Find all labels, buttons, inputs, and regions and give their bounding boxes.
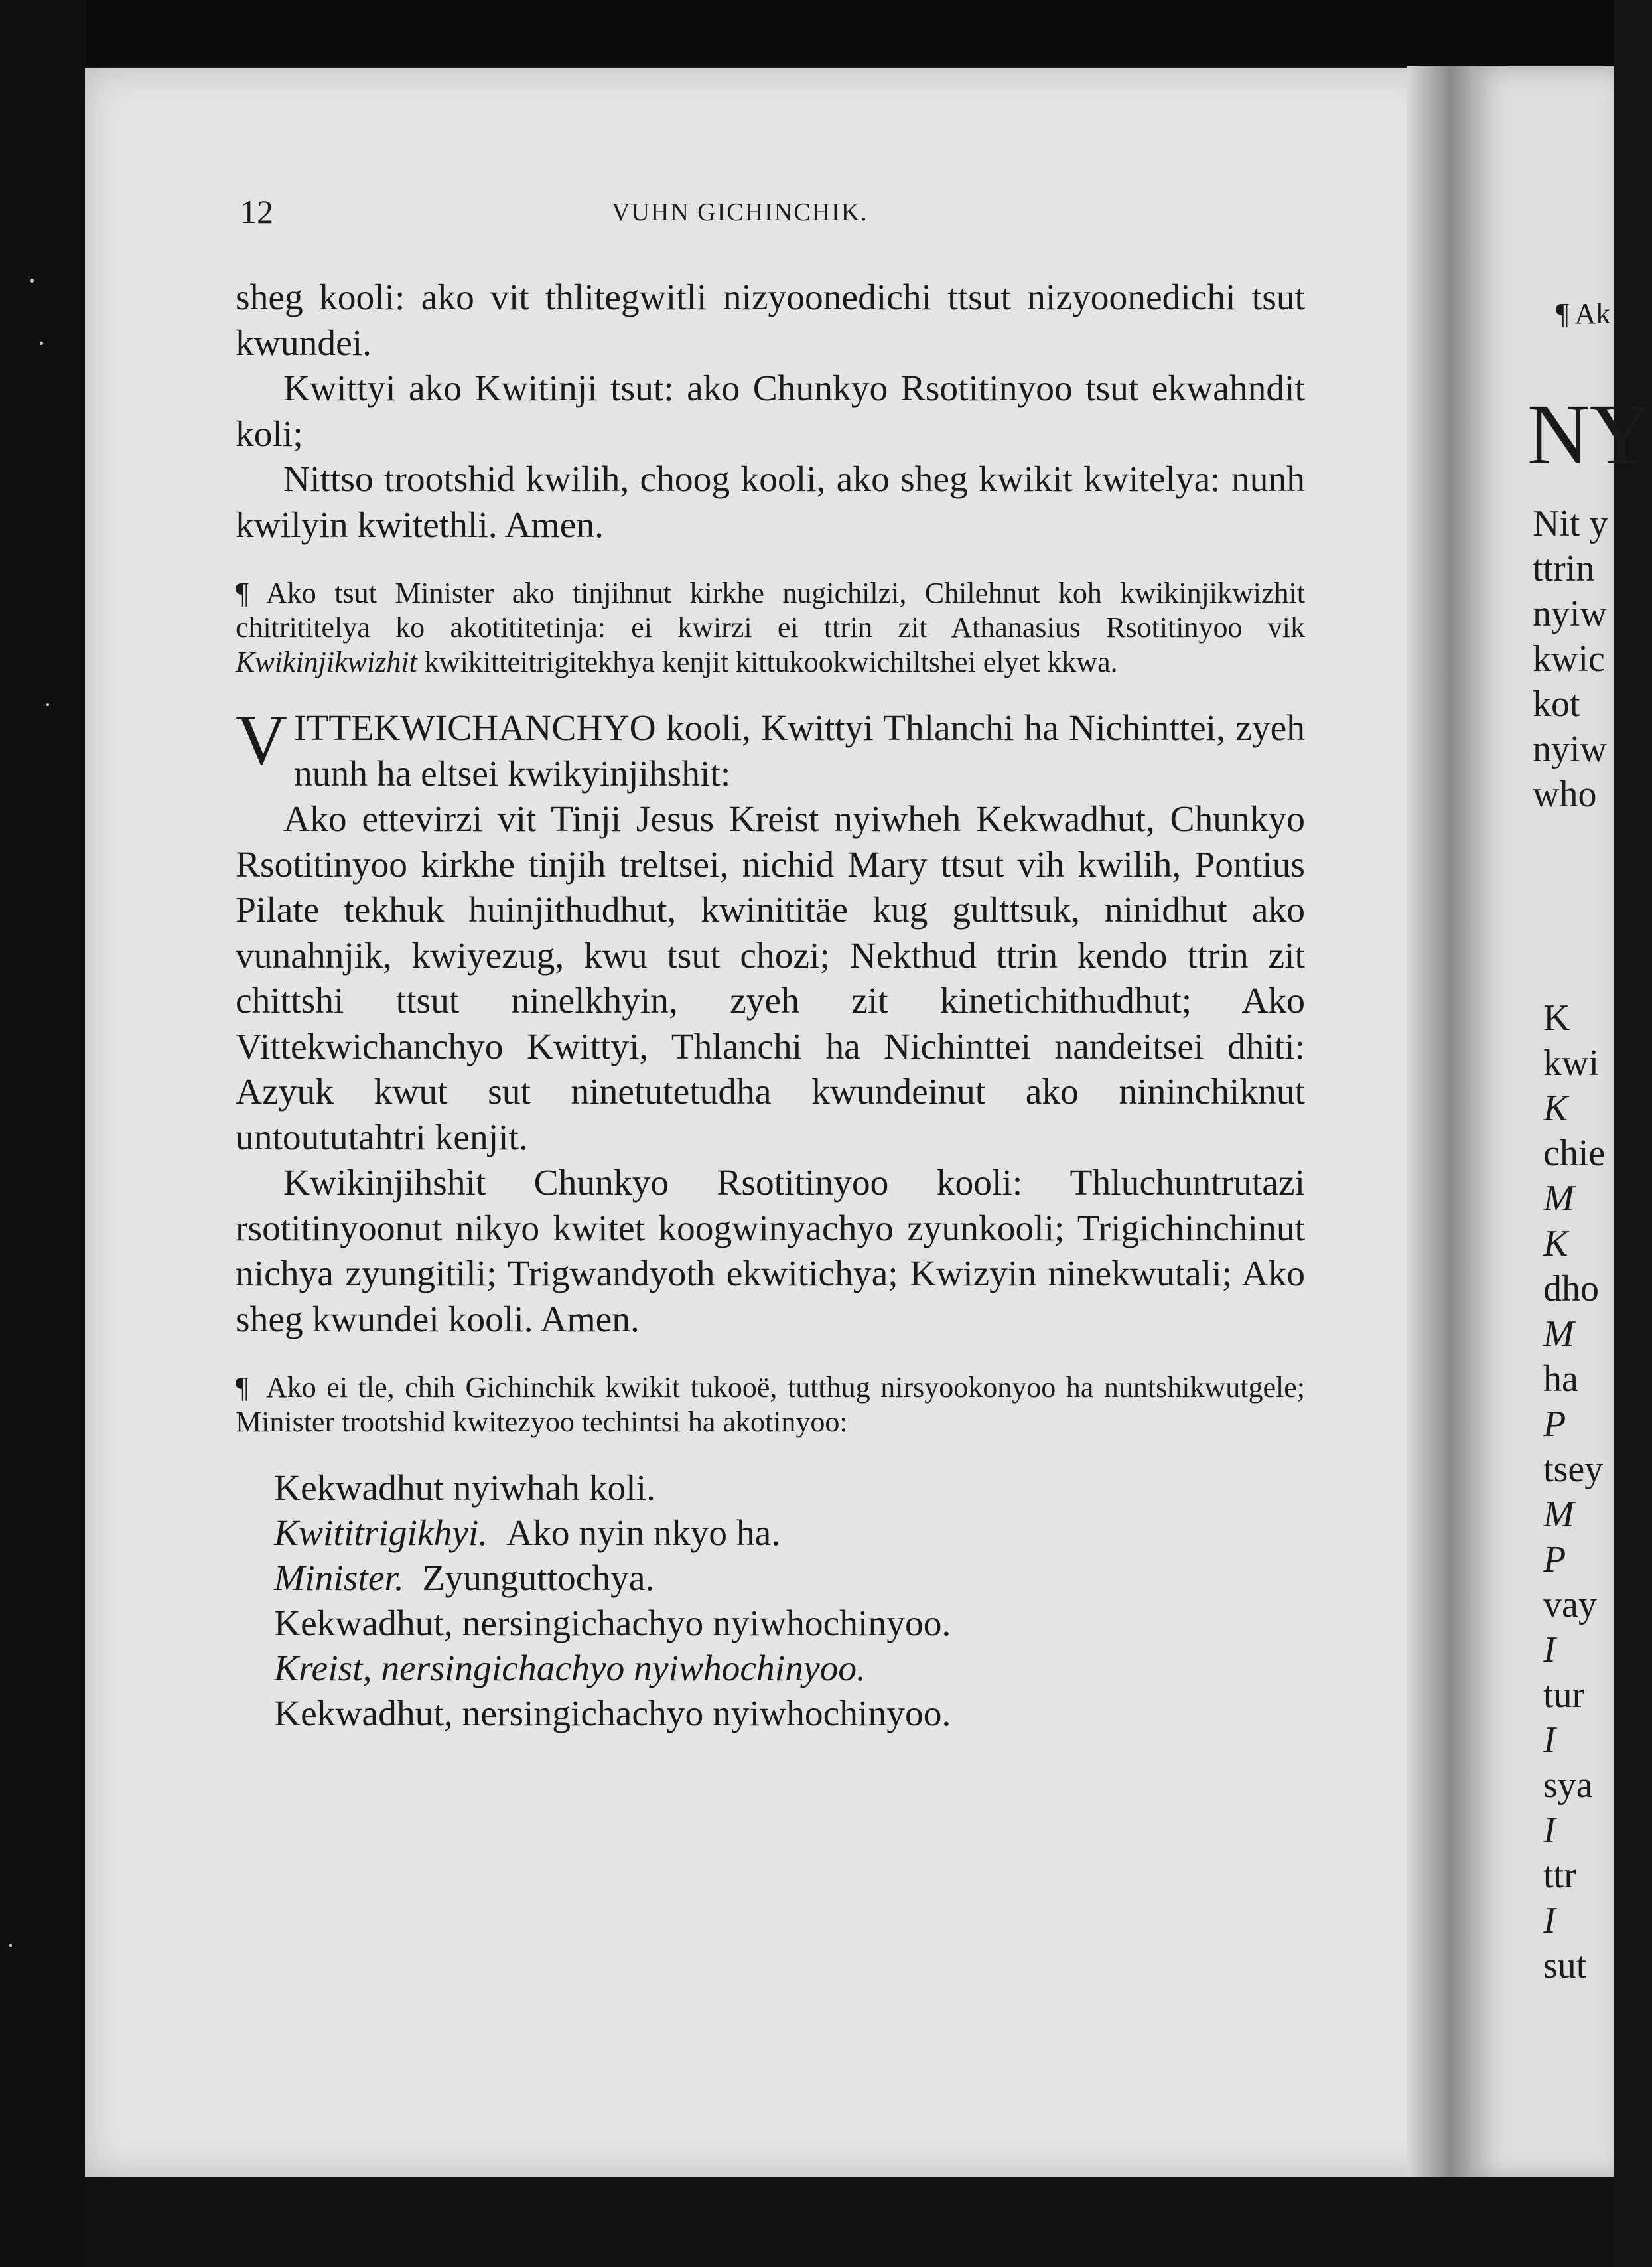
pilcrow-icon: ¶ <box>236 577 249 609</box>
drop-cap: V <box>236 701 287 780</box>
facing-line: ha <box>1543 1358 1578 1400</box>
scan-border-top <box>0 0 1614 66</box>
paragraph-nittso: Nittso trootshid kwilih, choog kooli, ako sheg kwikit kwitelya: nunh kwilyin kwitethli. Amen. <box>236 459 1305 546</box>
versicle-text: Ako nyin nkyo ha. <box>506 1513 781 1554</box>
versicle-text: Kekwadhut, nersingichachyo nyiwhochinyoo. <box>274 1603 951 1644</box>
page-number: 12 <box>240 193 273 230</box>
paragraph-kwittyi: Kwittyi ako Kwitinji tsut: ako Chunkyo Rsotitinyoo tsut ekwahndit koli; <box>236 368 1305 455</box>
page-header <box>240 192 1308 232</box>
facing-drop-cap: NY <box>1527 387 1652 482</box>
facing-line: I <box>1543 1810 1556 1851</box>
facing-line: Nit y <box>1533 503 1608 544</box>
facing-line: kwic <box>1533 638 1605 680</box>
rubric-text-b: kwikitteitrigitekhya kenjit kittukookwichiltshei elyet kkwa. <box>417 646 1118 678</box>
versicles <box>236 1466 1305 1737</box>
versicle-line <box>274 1692 1305 1737</box>
facing-line: M <box>1543 1313 1574 1354</box>
facing-line: P <box>1543 1404 1566 1445</box>
rubric-2-text: Ako ei tle, chih Gichinchik kwikit tukooë, tutthug nirsyookonyoo ha nuntshikwutgele; Minister trootshid kwitezyoo techintsi ha akotinyoo: <box>236 1371 1305 1438</box>
versicle-text: Kekwadhut nyiwhah koli. <box>274 1468 655 1508</box>
facing-text-lower <box>1543 995 1614 1988</box>
scan-speck <box>40 342 43 345</box>
rubric-instruction <box>236 576 1305 680</box>
versicle-speaker: Kreist, <box>274 1648 372 1689</box>
creed-paragraph-2: Ako ettevirzi vit Tinji Jesus Kreist nyiwheh Kekwadhut, Chunkyo Rsotitinyoo kirkhe tinjih treltsei, nichid Mary ttsut vih kwilih, Pontius Pilate tekhuk huinjithudhut, kwinititäe kug gulttsuk, ninidhut ako vunahnjik, kwiyezug, kwu tsut chozi; Nekthud ttrin kendo ttrin zit chittshi ttsut ninelkhyin, zyeh zit kinetichithudhut; Ako Vittekwichanchyo Kwittyi, Thlanchi ha Nichinttei nandeitsei dhiti: Azyuk kwut sut ninetutetudha kwundeinut ako nininchiknut untoututahtri kenjit. <box>236 799 1305 1158</box>
running-title: VUHN GICHINCHIK. <box>612 198 868 226</box>
scan-speck <box>30 279 34 283</box>
facing-line: tur <box>1543 1674 1585 1716</box>
versicle-line <box>274 1466 1305 1511</box>
scan-speck <box>46 703 49 706</box>
facing-line: I <box>1543 1719 1556 1761</box>
paragraph-opening: sheg kooli: ako vit thlitegwitli nizyoonedichi ttsut nizyoonedichi tsut kwundei. <box>236 277 1305 364</box>
facing-line: P <box>1543 1539 1566 1580</box>
scan-speck <box>9 1944 12 1947</box>
facing-line: kwi <box>1543 1043 1599 1084</box>
versicle-line <box>274 1556 1305 1601</box>
creed-opening <box>236 701 1305 797</box>
facing-line: nyiw <box>1533 729 1607 770</box>
facing-line: M <box>1543 1178 1574 1219</box>
facing-line: ttrin <box>1533 548 1595 589</box>
facing-line: who <box>1533 774 1597 815</box>
facing-line: I <box>1543 1900 1556 1941</box>
facing-text-top <box>1533 501 1614 817</box>
facing-line: ttr <box>1543 1855 1576 1896</box>
rubric-text-italic: Kwikinjikwizhit <box>236 646 417 678</box>
versicle-text: Zyunguttochya. <box>422 1558 655 1599</box>
versicle-text: Kekwadhut, nersingichachyo nyiwhochinyoo. <box>274 1694 951 1734</box>
facing-line: nyiw <box>1533 593 1607 634</box>
facing-line: sut <box>1543 1945 1587 1986</box>
facing-line: K <box>1543 1223 1568 1264</box>
versicle-line <box>274 1601 1305 1646</box>
rubric-text-a: Ako tsut Minister ako tinjihnut kirkhe nugichilzi, Chilehnut koh kwikinjikwizhit chitrititelya ko akotititetinja: ei kwirzi ei ttrin zit Athanasius Rsotitinyoo vik <box>236 577 1305 644</box>
pilcrow-icon: ¶ <box>236 1371 249 1404</box>
rubric-instruction-2 <box>236 1370 1305 1439</box>
scan-border-left <box>0 0 86 2267</box>
scan-border-bottom <box>85 2177 1614 2267</box>
facing-rubric: ¶ Ak <box>1556 297 1611 330</box>
facing-line: I <box>1543 1629 1556 1670</box>
book-gutter <box>1407 66 1470 2180</box>
page-body <box>236 275 1305 1737</box>
versicle-line <box>274 1646 1305 1692</box>
versicle-text: nersingichachyo nyiwhochinyoo. <box>381 1648 866 1689</box>
facing-line: tsey <box>1543 1449 1604 1490</box>
facing-line: vay <box>1543 1584 1597 1625</box>
facing-line: K <box>1543 997 1570 1039</box>
facing-line: chie <box>1543 1133 1606 1174</box>
creed-first-text: ITTEKWICHANCHYO kooli, Kwittyi Thlanchi ha Nichinttei, zyeh nunh ha eltsei kwikyinjihshit: <box>294 708 1305 794</box>
versicle-line <box>274 1511 1305 1556</box>
versicle-speaker: Minister. <box>274 1558 404 1599</box>
facing-line: M <box>1543 1494 1574 1535</box>
facing-line: sya <box>1543 1765 1593 1806</box>
facing-line: dho <box>1543 1268 1599 1309</box>
creed-paragraph-3: Kwikinjihshit Chunkyo Rsotitinyoo kooli: Thluchuntrutazi rsotitinyoonut nikyo kwitet koogwinyachyo zyunkooli; Trigichinchinut nichya zyungitili; Trigwandyoth ekwitichya; Kwizyin ninekwutali; Ako sheg kwundei kooli. Amen. <box>236 1163 1305 1340</box>
versicle-speaker: Kwititrigikhyi. <box>274 1513 488 1554</box>
facing-line: kot <box>1533 684 1580 725</box>
facing-line: K <box>1543 1088 1568 1129</box>
